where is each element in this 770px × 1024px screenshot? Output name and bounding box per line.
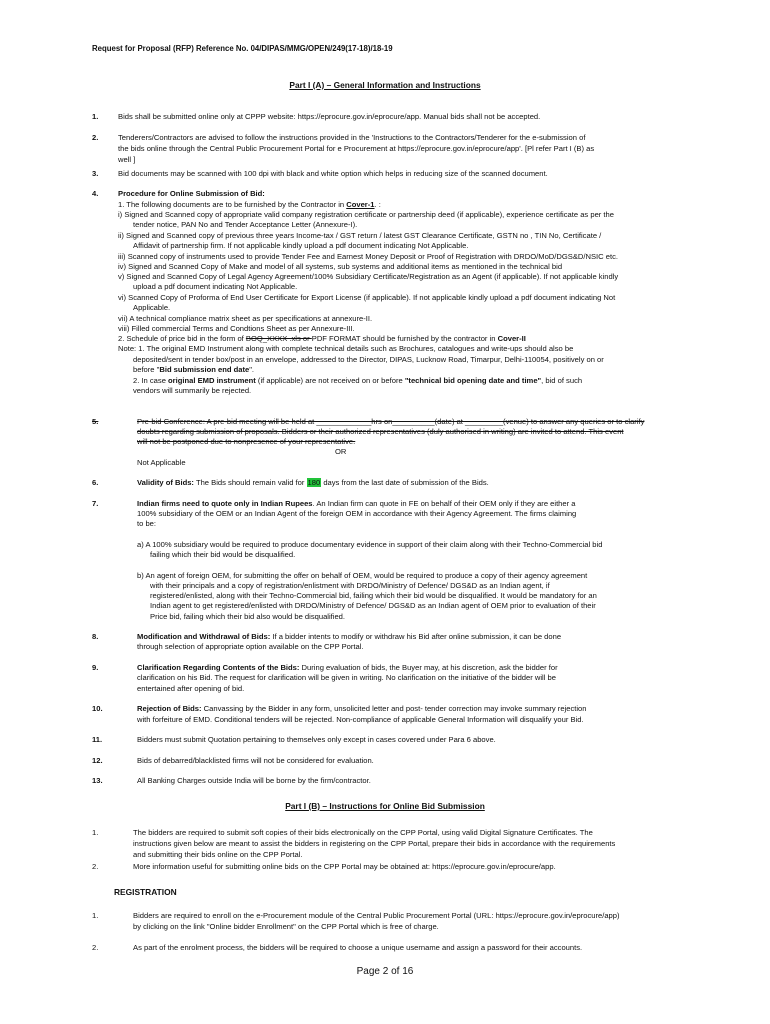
registration-heading: REGISTRATION [114, 887, 177, 897]
item7-line3: to be: [137, 519, 156, 528]
item4-doc-vi-cont: Applicable. [133, 303, 171, 312]
item4-number: 4. [92, 189, 99, 198]
item4-heading: Procedure for Online Submission of Bid: [118, 189, 265, 198]
part1b-title: Part I (B) – Instructions for Online Bid Submission [285, 801, 485, 811]
item5-number: 5. [92, 417, 99, 426]
item4-doc-iii: iii) Scanned copy of instruments used to provide Tender Fee and Earnest Money Deposit or Proof of Registration with DRDO/MoD/DGS&D/NSIC etc. [118, 252, 619, 261]
item4-doc-viii: viii) Filled commercial Terms and Condtions Sheet as per Annexure-III. [118, 324, 355, 333]
item6-text: Validity of Bids: The Bids should remain valid for 180 days from the last date of submission of the Bids. [137, 478, 489, 487]
item4-doc-iv: iv) Signed and Scanned Copy of Make and model of all systems, sub systems and additional items as mentioned in the technical bid [118, 262, 563, 271]
item9-line2: clarification on his Bid. The request for clarification will be given in writing. No clarification on the initiative of the bidder will be [137, 673, 556, 682]
reg2-number: 2. [92, 943, 99, 952]
item4-doc-ii: ii) Signed and Scanned copy of previous three years Income-tax / GST return / latest GST Clearance Certificate, GSTN no , TIN No, Certificate / [118, 231, 602, 240]
item8-line1: Modification and Withdrawal of Bids: If a bidder intents to modify or withdraw his Bid after online submission, it can be done [137, 632, 562, 641]
item4-cover2-line: 2. Schedule of price bid in the form of BOQ_XXXX .xls or PDF FORMAT should be furnished by the contractor in Cover-II [118, 334, 526, 343]
reg2-text: As part of the enrolment process, the bidders will be required to choose a unique username and assign a password for their accounts. [133, 943, 583, 952]
b2-number: 2. [92, 862, 99, 871]
b1-line2: instructions given below are meant to assist the bidders in registering on the CPP Portal, prepare their bids in accordance with the requirements [133, 839, 616, 848]
item7-a-line2: failing which their bid would be disqualified. [150, 550, 296, 559]
item4-note1-cont: deposited/sent in tender box/post in an envelope, addressed to the Director, DIPAS, Lucknow Road, Timarpur, Delhi-110054, positively on or [133, 355, 604, 364]
item1-number: 1. [92, 112, 99, 121]
rfp-reference-header: Request for Proposal (RFP) Reference No. 04/DIPAS/MMG/OPEN/249(17-18)/18-19 [92, 44, 393, 53]
validity-days-highlight: 180 [307, 478, 321, 487]
item2-number: 2. [92, 133, 99, 142]
item7-b-line5: Price bid, failing which their bid also would be disqualified. [150, 612, 346, 621]
b1-number: 1. [92, 828, 99, 837]
item12-number: 12. [92, 756, 103, 765]
item10-number: 10. [92, 704, 103, 713]
item1-text: Bids shall be submitted online only at CPPP website: https://eprocure.gov.in/eprocure/app. Manual bids shall not be accepted. [118, 112, 541, 121]
item7-b-line1: b) An agent of foreign OEM, for submitting the offer on behalf of OEM, would be required to produce a copy of their agency agreement [137, 571, 588, 580]
item4-doc-ii-cont: Affidavit of partnership firm. If not applicable kindly upload a pdf document indicating Not Applicable. [133, 241, 469, 250]
item8-number: 8. [92, 632, 99, 641]
item7-line1: Indian firms need to quote only in Indian Rupees. An Indian firm can quote in FE on behalf of their OEM only if they are either a [137, 499, 576, 508]
item5-line1: Pre-bid Conference: A pre-bid meeting will be held at _____________hrs on__________(date) at _________(venue) to answer any queries or to clarify [137, 417, 645, 426]
item13-number: 13. [92, 776, 103, 785]
item5-not-applicable: Not Applicable [137, 458, 186, 467]
item7-b-line2: with their principals and a copy of registration/enlistment with DRDO/Ministry of Defence/ DGS&D as an Indian agent, if [150, 581, 550, 590]
item7-line2: 100% subsidiary of the OEM or an Indian Agent of the foreign OEM in accordance with their Agency Agreement. The firms claiming [137, 509, 577, 518]
item11-number: 11. [92, 735, 103, 744]
reg1-line2: by clicking on the link "Online bidder Enrollment" on the CPP Portal which is free of charge. [133, 922, 439, 931]
item10-line2: with forfeiture of EMD. Conditional tenders will be rejected. Non-compliance of applicable General Information will disqualify your Bid. [137, 715, 584, 724]
item11-text: Bidders must submit Quotation pertaining to themselves only except in cases covered under Para 6 above. [137, 735, 496, 744]
item2-line1: Tenderers/Contractors are advised to follow the instructions provided in the 'Instructions to the Contractors/Tenderer for the e-submission of [118, 133, 586, 142]
item4-note1-end: before "Bid submission end date". [133, 365, 255, 374]
reg1-line1: Bidders are required to enroll on the e-Procurement module of the Central Public Procurement Portal (URL: https://eprocure.gov.in/eprocure/app) [133, 911, 620, 920]
item2-line3: well ] [118, 155, 136, 164]
part1a-title: Part I (A) – General Information and Instructions [289, 80, 481, 90]
item4-doc-vi: vi) Scanned Copy of Proforma of End User Certificate for Export License (if applicable). If not applicable kindly upload a pdf document indicating Not [118, 293, 616, 302]
item3-text: Bid documents may be scanned with 100 dpi with black and white option which helps in reducing size of the scanned document. [118, 169, 548, 178]
item8-line2: through selection of appropriate option available on the CPP Portal. [137, 642, 364, 651]
item7-b-line3: registered/enlisted, along with their Techno-Commercial bid, failing which their bid would be disqualified. It would be mandatory for an [150, 591, 597, 600]
item4-doc-v-cont: upload a pdf document indicating Not Applicable. [133, 282, 298, 291]
item2-line2: the bids online through the Central Public Procurement Portal for e Procurement at https://eprocure.gov.in/eprocure/app'. [Pl refer Part I (B) as [118, 144, 595, 153]
item4-doc-v: v) Signed and Scanned Copy of Legal Agency Agreement/100% Subsidiary Certificate/Registration as an Agent (if applicable). If not applicable kindly [118, 272, 619, 281]
reg1-number: 1. [92, 911, 99, 920]
item5-line3: will not be postponed due to nonpresence of your representative. [137, 437, 356, 446]
item3-number: 3. [92, 169, 99, 178]
item13-text: All Banking Charges outside India will be borne by the firm/contractor. [137, 776, 371, 785]
item9-line1: Clarification Regarding Contents of the Bids: During evaluation of bids, the Buyer may, at his discretion, ask the bidder for [137, 663, 558, 672]
item4-note2-cont: vendors will summarily be rejected. [133, 386, 252, 395]
page-number: Page 2 of 16 [356, 966, 414, 977]
item9-line3: entertained after opening of bid. [137, 684, 245, 693]
item5-or: OR [335, 447, 347, 456]
item7-number: 7. [92, 499, 99, 508]
item7-a-line1: a) A 100% subsidiary would be required to produce documentary evidence in support of their claim along with their Techno-Commercial bid [137, 540, 603, 549]
item4-cover1-line: 1. The following documents are to be furnished by the Contractor in Cover-1. : [118, 200, 381, 209]
item12-text: Bids of debarred/blacklisted firms will not be considered for evaluation. [137, 756, 374, 765]
b2-text: More information useful for submitting online bids on the CPP Portal may be obtained at: https://eprocure.gov.in/eprocure/app. [133, 862, 556, 871]
item6-number: 6. [92, 478, 99, 487]
b1-line1: The bidders are required to submit soft copies of their bids electronically on the CPP Portal, using valid Digital Signature Certificates. The [133, 828, 593, 837]
item9-number: 9. [92, 663, 99, 672]
item4-note2: 2. In case original EMD instrument (if applicable) are not received on or before "technical bid opening date and time", bid of such [133, 376, 583, 385]
item4-doc-i-cont: tender notice, PAN No and Tender Acceptance Letter (Annexure-I). [133, 220, 358, 229]
item5-line2: doubts regarding submission of proposals. Bidders or their authorized representatives (duly authorised in writing) are invited to attend. This event [137, 427, 624, 436]
b1-line3: and submitting their bids online on the CPP Portal. [133, 850, 303, 859]
item4-doc-vii: vii) A technical compliance matrix sheet as per specifications at annexure-II. [118, 314, 373, 323]
item10-line1: Rejection of Bids: Canvassing by the Bidder in any form, unsolicited letter and post- tender correction may invoke summary rejection [137, 704, 587, 713]
item4-doc-i: i) Signed and Scanned copy of appropriate valid company registration certificate or partnership deed (if applicable), experience certificate as per the [118, 210, 614, 219]
item7-b-line4: Indian agent to get registered/enlisted with DRDO/Ministry of Defence/ DGS&D as an Indian agent of OEM prior to evaluation of their [150, 601, 596, 610]
item4-note1: Note: 1. The original EMD Instrument along with complete technical details such as Brochures, catalogues and write-ups should also be [118, 344, 574, 353]
